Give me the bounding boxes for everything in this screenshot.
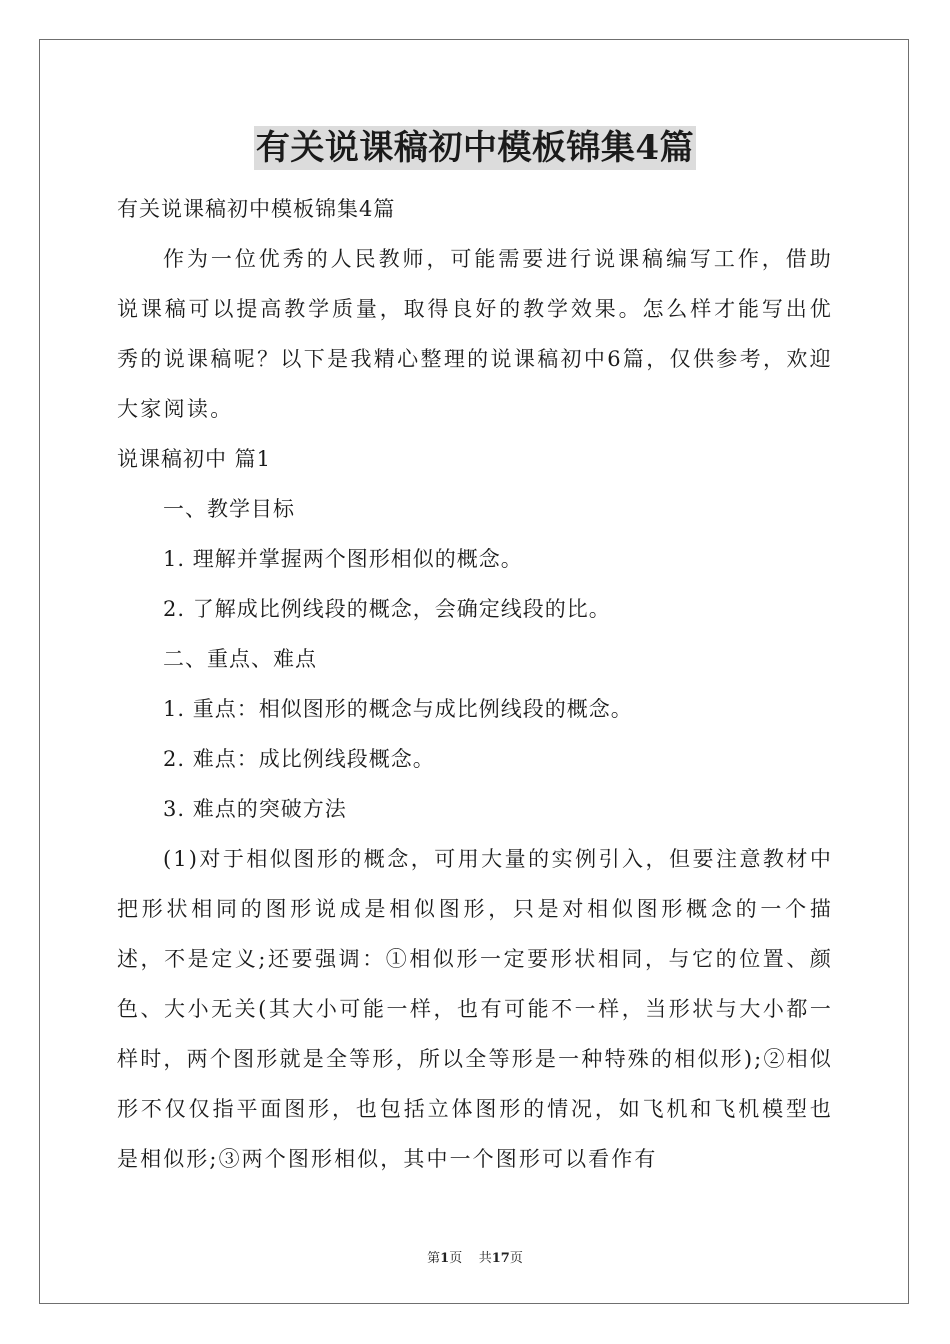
total-prefix: 共 [478, 1251, 492, 1266]
goal-item-2: 2. 了解成比例线段的概念，会确定线段的比。 [163, 597, 611, 621]
document-subtitle: 有关说课稿初中模板锦集4篇 [117, 197, 396, 221]
intro-paragraph: 作为一位优秀的人民教师，可能需要进行说课稿编写工作，借助说课稿可以提高教学质量，取得良好的教学效果。怎么样才能写出优秀的说课稿呢？以下是我精心整理的说课稿初中6篇，仅供参考，欢迎大家阅读。 [117, 247, 833, 421]
key-point-item-3: 3. 难点的突破方法 [163, 797, 347, 821]
heading-key-points: 二、重点、难点 [163, 647, 317, 671]
page-suffix: 页 [449, 1251, 463, 1266]
total-pages: 17 [491, 1251, 510, 1266]
document-title: 有关说课稿初中模板锦集4篇 [255, 128, 695, 168]
page-number: 1 [440, 1251, 450, 1266]
total-suffix: 页 [509, 1251, 523, 1266]
goal-item-1: 1. 理解并掌握两个图形相似的概念。 [163, 547, 523, 571]
document-body [117, 184, 833, 1184]
key-point-item-2: 2. 难点：成比例线段概念。 [163, 747, 435, 771]
key-point-item-1: 1. 重点：相似图形的概念与成比例线段的概念。 [163, 697, 633, 721]
page-prefix: 第 [427, 1251, 441, 1266]
heading-teaching-goals: 一、教学目标 [163, 497, 295, 521]
title-container [0, 126, 950, 170]
page-footer [0, 1247, 950, 1266]
section-heading: 说课稿初中 篇1 [117, 447, 272, 471]
body-paragraph: (1)对于相似图形的概念，可用大量的实例引入，但要注意教材中把形状相同的图形说成是相似图形，只是对相似图形概念的一个描述，不是定义;还要强调：①相似形一定要形状相同，与它的位置、颜色、大小无关(其大小可能一样，也有可能不一样，当形状与大小都一样时，两个图形就是全等形，所以全等形是一种特殊的相似形);②相似形不仅仅指平面图形，也包括立体图形的情况，如飞机和飞机模型也是相似形;③两个图形相似，其中一个图形可以看作有 [117, 847, 833, 1171]
